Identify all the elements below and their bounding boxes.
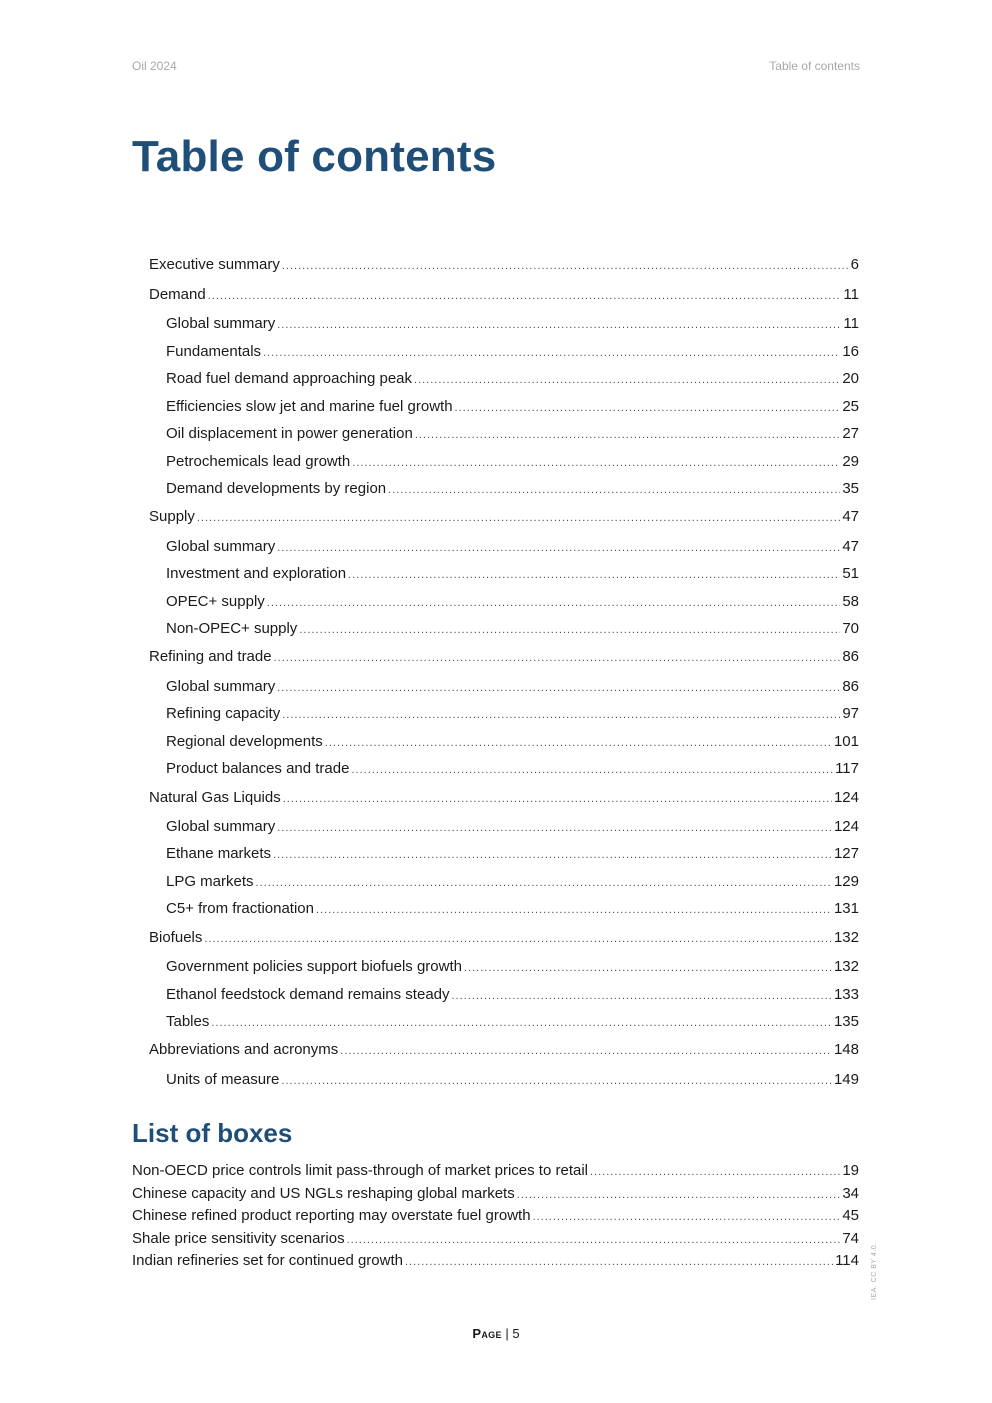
box-entry-label: Shale price sensitivity scenarios [132, 1230, 345, 1247]
boxes-heading: List of boxes [132, 1118, 293, 1148]
page-title: Table of contents [132, 132, 497, 181]
toc-entry[interactable] [149, 285, 859, 306]
license-note: IEA. CC BY 4.0. [871, 1242, 878, 1300]
toc-entry-label: Natural Gas Liquids [149, 789, 281, 806]
page-footer [0, 1326, 992, 1341]
toc-entry-label: Supply [149, 508, 195, 525]
dot-leader [282, 705, 840, 725]
toc-entry-page: 51 [842, 565, 859, 582]
toc-entry[interactable] [166, 732, 859, 753]
dot-leader [283, 789, 832, 809]
toc-entry[interactable] [166, 899, 859, 920]
toc-entry-page: 11 [843, 286, 859, 303]
dot-leader [273, 845, 832, 865]
dot-leader [464, 958, 832, 978]
toc-entry-page: 35 [842, 480, 859, 497]
dot-leader [211, 1013, 832, 1033]
toc-entry-page: 148 [833, 1041, 859, 1058]
toc-entry-label: Ethanol feedstock demand remains steady [166, 986, 450, 1003]
toc-entry[interactable] [166, 759, 859, 780]
toc-entry[interactable] [166, 537, 859, 558]
dot-leader [455, 398, 841, 418]
toc-entry-label: Petrochemicals lead growth [166, 453, 351, 470]
dot-leader [282, 256, 849, 276]
dot-leader [340, 1041, 832, 1061]
toc-entry-page: 131 [833, 900, 859, 917]
toc-entry-page: 6 [850, 256, 859, 273]
dot-leader [256, 873, 832, 893]
toc-entry[interactable] [166, 397, 859, 418]
toc-entry-page: 58 [842, 593, 859, 610]
toc-entry-page: 132 [833, 958, 859, 975]
toc-entry[interactable] [149, 507, 859, 528]
toc-entry[interactable] [149, 1040, 859, 1061]
toc-entry-label: Oil displacement in power generation [166, 425, 413, 442]
toc-entry-page: 86 [842, 678, 859, 695]
dot-leader [348, 565, 840, 585]
box-entry-page: 34 [842, 1185, 859, 1202]
box-entry-page: 45 [842, 1207, 859, 1224]
toc-entry-label: Efficiencies slow jet and marine fuel growth [166, 398, 453, 415]
toc-entry-page: 117 [835, 760, 859, 777]
dot-leader [299, 620, 840, 640]
dot-leader [414, 370, 840, 390]
dot-leader [277, 818, 832, 838]
box-entry-page: 74 [842, 1230, 859, 1247]
running-header [132, 59, 860, 75]
dot-leader [274, 648, 841, 668]
toc-entry-label: Ethane markets [166, 845, 272, 862]
toc-entry-page: 135 [833, 1013, 859, 1030]
dot-leader [204, 929, 832, 949]
box-entry-page: 19 [842, 1162, 859, 1179]
toc-entry-label: Refining capacity [166, 705, 281, 722]
dot-leader [352, 453, 840, 473]
toc-entry-label: Government policies support biofuels growth [166, 958, 462, 975]
footer-page-number: 5 [512, 1326, 520, 1341]
box-entry[interactable] [132, 1161, 859, 1182]
toc-entry[interactable] [166, 564, 859, 585]
toc-entry-page: 101 [833, 733, 859, 750]
toc-entry[interactable] [166, 424, 859, 445]
toc-entry-page: 70 [842, 620, 859, 637]
toc-entry-label: Refining and trade [149, 648, 272, 665]
toc-entry-page: 133 [833, 986, 859, 1003]
toc-entry-label: Biofuels [149, 929, 203, 946]
toc-entry-page: 16 [842, 343, 859, 360]
toc-entry-page: 124 [833, 789, 859, 806]
dot-leader [277, 538, 840, 558]
toc-entry[interactable] [149, 647, 859, 668]
toc-entry[interactable] [166, 342, 859, 363]
toc-entry[interactable] [166, 957, 859, 978]
toc-entry-page: 27 [842, 425, 859, 442]
dot-leader [267, 593, 841, 613]
box-entry[interactable] [132, 1251, 859, 1272]
dot-leader [325, 733, 832, 753]
toc-entry-page: 29 [842, 453, 859, 470]
toc-entry[interactable] [166, 985, 859, 1006]
footer-page-label: Page [472, 1326, 502, 1341]
toc-entry[interactable] [166, 1012, 859, 1033]
dot-leader [388, 480, 840, 500]
toc-entry-label: Fundamentals [166, 343, 262, 360]
toc-entry[interactable] [166, 872, 859, 893]
toc-entry[interactable] [166, 452, 859, 473]
toc-entry-label: Abbreviations and acronyms [149, 1041, 339, 1058]
toc-entry-label: Regional developments [166, 733, 323, 750]
toc-entry-label: Investment and exploration [166, 565, 347, 582]
dot-leader [277, 678, 840, 698]
box-entry-page: 114 [835, 1252, 859, 1269]
header-section-title: Table of contents [769, 59, 860, 73]
dot-leader [415, 425, 841, 445]
toc-entry-label: Global summary [166, 678, 276, 695]
toc-entry-label: C5+ from fractionation [166, 900, 314, 917]
box-entry[interactable] [132, 1184, 859, 1205]
toc-entry-label: Units of measure [166, 1071, 280, 1088]
dot-leader [517, 1185, 841, 1205]
toc-entry-label: Executive summary [149, 256, 280, 273]
box-entry-label: Chinese capacity and US NGLs reshaping global markets [132, 1185, 515, 1202]
toc-entry-page: 97 [842, 705, 859, 722]
toc-entry-label: Demand [149, 286, 206, 303]
dot-leader [351, 760, 833, 780]
toc-entry-label: Tables [166, 1013, 210, 1030]
toc-entry-page: 149 [833, 1071, 859, 1088]
toc-entry[interactable] [149, 928, 859, 949]
toc-entry[interactable] [166, 479, 859, 500]
dot-leader [277, 315, 841, 335]
toc-entry[interactable] [149, 255, 859, 276]
toc-entry-label: Non-OPEC+ supply [166, 620, 298, 637]
toc-entry-label: LPG markets [166, 873, 254, 890]
toc-entry[interactable] [166, 677, 859, 698]
toc-entry[interactable] [166, 844, 859, 865]
box-entry[interactable] [132, 1206, 859, 1227]
toc-entry[interactable] [166, 314, 859, 335]
box-entry-label: Indian refineries set for continued growth [132, 1252, 403, 1269]
dot-leader [197, 508, 840, 528]
toc-entry[interactable] [166, 704, 859, 725]
toc-entry-label: Global summary [166, 315, 276, 332]
toc-entry-page: 124 [833, 818, 859, 835]
toc-entry[interactable] [166, 619, 859, 640]
dot-leader [347, 1230, 841, 1250]
header-report-title: Oil 2024 [132, 59, 177, 73]
box-entry-label: Non-OECD price controls limit pass-through of market prices to retail [132, 1162, 588, 1179]
toc-entry-label: Road fuel demand approaching peak [166, 370, 413, 387]
dot-leader [316, 900, 832, 920]
toc-entry-label: OPEC+ supply [166, 593, 265, 610]
toc-entry-page: 129 [833, 873, 859, 890]
toc-entry[interactable] [149, 788, 859, 809]
toc-entry-page: 25 [842, 398, 859, 415]
toc-entry[interactable] [166, 592, 859, 613]
toc-entry-label: Product balances and trade [166, 760, 350, 777]
dot-leader [452, 986, 832, 1006]
toc-entry-page: 132 [833, 929, 859, 946]
toc-entry-label: Global summary [166, 818, 276, 835]
dot-leader [590, 1162, 840, 1182]
dot-leader [263, 343, 840, 363]
footer-separator: | [505, 1326, 509, 1341]
box-entry[interactable] [132, 1229, 859, 1250]
toc-entry[interactable] [166, 817, 859, 838]
toc-entry-page: 47 [842, 508, 859, 525]
toc-entry-label: Demand developments by region [166, 480, 387, 497]
toc-entry-page: 11 [843, 315, 859, 332]
toc-entry-label: Global summary [166, 538, 276, 555]
toc-entry[interactable] [166, 1070, 859, 1091]
toc-entry-page: 47 [842, 538, 859, 555]
dot-leader [405, 1252, 833, 1272]
dot-leader [208, 286, 842, 306]
box-entry-label: Chinese refined product reporting may overstate fuel growth [132, 1207, 531, 1224]
toc-entry-page: 86 [842, 648, 859, 665]
dot-leader [533, 1207, 841, 1227]
toc-entry-page: 20 [842, 370, 859, 387]
dot-leader [281, 1071, 832, 1091]
toc-entry-page: 127 [833, 845, 859, 862]
toc-entry[interactable] [166, 369, 859, 390]
